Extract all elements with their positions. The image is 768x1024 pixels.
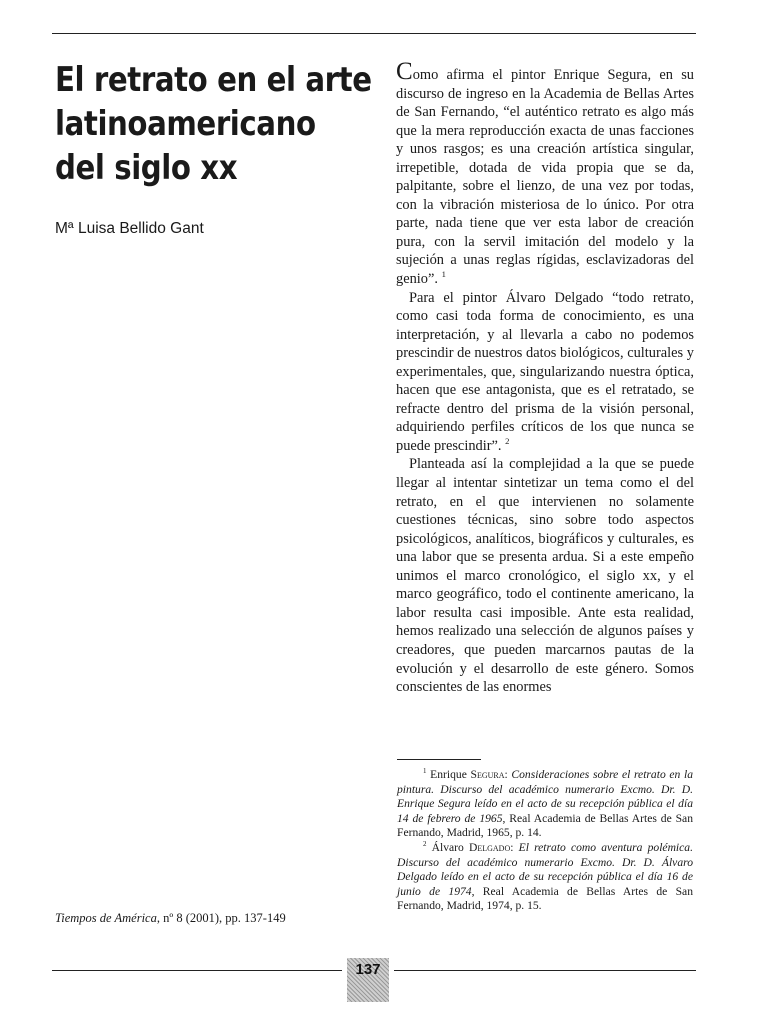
footnote-2-rest: , Real Academia de Bellas Artes de San Fernando, Madrid, 1974, p. 15. [397, 884, 693, 913]
footnote-1-number: 1 [423, 767, 427, 776]
article-title [55, 58, 382, 190]
footnote-2-number: 2 [423, 840, 427, 849]
footnote-1: $^1$ Enrique Segura: Consideraciones sobre el retrato en la pintura. Discurso del académico numerario Excmo. Dr. D. Enrique Segura leído en el acto de su recepción pública el día 14 de febrero de 1965, Real Academia de Bellas Artes de San Fernando, Madrid, 1965, p. 14. [397, 767, 693, 840]
title-line-1: El retrato en el arte [55, 60, 372, 100]
body-paragraph-2 [396, 289, 694, 456]
title-block [55, 58, 375, 238]
drop-cap: C [396, 58, 413, 85]
body-paragraph-3 [396, 455, 694, 696]
body-column [396, 58, 694, 697]
body-paragraph-3-text: Planteada así la complejidad a la que se puede llegar al intentar sintetizar un tema como el del retrato, en el que intervienen no solamente cuestiones técnicas, sino sobre todo aspectos psicológicos, analíticos, biográficos y culturales, es una labor que se presenta ardua. Si a este empeño unimos el marco cronológico, el siglo xx, y el marco geográfico, todo el continente americano, la labor resulta casi imposible. Ante esta realidad, hemos realizado una selección de algunos países y creadores, que pueden marcarnos pautas de la evolución y el desarrollo de este género. Somos conscientes de las enormes [396, 456, 694, 696]
journal-details: , nº 8 (2001), pp. 137-149 [156, 911, 286, 925]
body-paragraph-1 [396, 58, 694, 289]
body-paragraph-2-text: Para el pintor Álvaro Delgado “todo retrato, como casi toda forma de conocimiento, es una interpretación, y al llevarla a cabo no podemos prescindir de nuestros datos biológicos, culturales y experimentales, que, singularizando nuestra óptica, hacen que ese antagonista, que es el retratado, se refracte dentro del prisma de la visión personal, adquiriendo perfiles críticos de los que nunca se puede prescindir”. [396, 289, 694, 454]
body-paragraph-1-text: omo afirma el pintor Enrique Segura, en su discurso de ingreso en la Academia de Bellas Artes de San Fernando, “el auténtico retrato es algo más que la mera reproducción exacta de unas facciones y unos rasgos; es una creación artística singular, irrepetible, dotada de vida propia que se da, palpitante, sobre el lienzo, de una vez por todas, con la vibración misteriosa de lo único. Por otra parte, nada tiene que ver esta labor de creación pura, con la servil imitación del modelo y la sujeción a unas reglas rígidas, esclavizadoras del genio”. [396, 67, 694, 288]
title-line-2: latinoamericano [55, 104, 316, 144]
footnote-2-title: El retrato como aventura polémica. Discurso del académico numerario Excmo. Dr. D. Álvaro Delgado leído en el acto de su recepción pública el día 16 de junio de 1974 [397, 840, 693, 898]
footnote-1-author-surname: Segura [470, 768, 505, 781]
article-author: Mª Luisa Bellido Gant [55, 220, 204, 237]
footnote-2-author-surname: Delgado [468, 840, 511, 854]
footnote-2-author: Álvaro [431, 840, 469, 854]
footnote-1-rest: , Real Academia de Bellas Artes de San Fernando, Madrid, 1965, p. 14. [397, 811, 693, 840]
footnote-ref-2: 2 [505, 436, 510, 447]
top-rule [52, 33, 696, 34]
footnote-ref-1: 1 [441, 269, 446, 280]
footnote-2: $^2$ Álvaro Delgado: El retrato como aventura polémica. Discurso del académico numerario Excmo. Dr. D. Álvaro Delgado leído en el acto de su recepción pública el día 16 de junio de 1974, Real Academia de Bellas Artes de San Fernando, Madrid, 1974, p. 15. [397, 840, 693, 913]
bottom-rule-left [52, 970, 342, 971]
journal-citation [55, 911, 355, 926]
title-line-3: del siglo xx [55, 148, 238, 188]
bottom-rule-right [394, 970, 696, 971]
footnote-rule [397, 759, 481, 760]
page-number: 137 [347, 958, 389, 1002]
footnote-1-author: Enrique [430, 768, 471, 781]
footnote-1-title: Consideraciones sobre el retrato en la pintura. Discurso del académico numerario Excmo. Dr. D. Enrique Segura leído en el acto de su recepción pública el día 14 de febrero de 1965 [397, 768, 693, 825]
footnotes [397, 768, 693, 914]
journal-name: Tiempos de América [55, 911, 157, 925]
